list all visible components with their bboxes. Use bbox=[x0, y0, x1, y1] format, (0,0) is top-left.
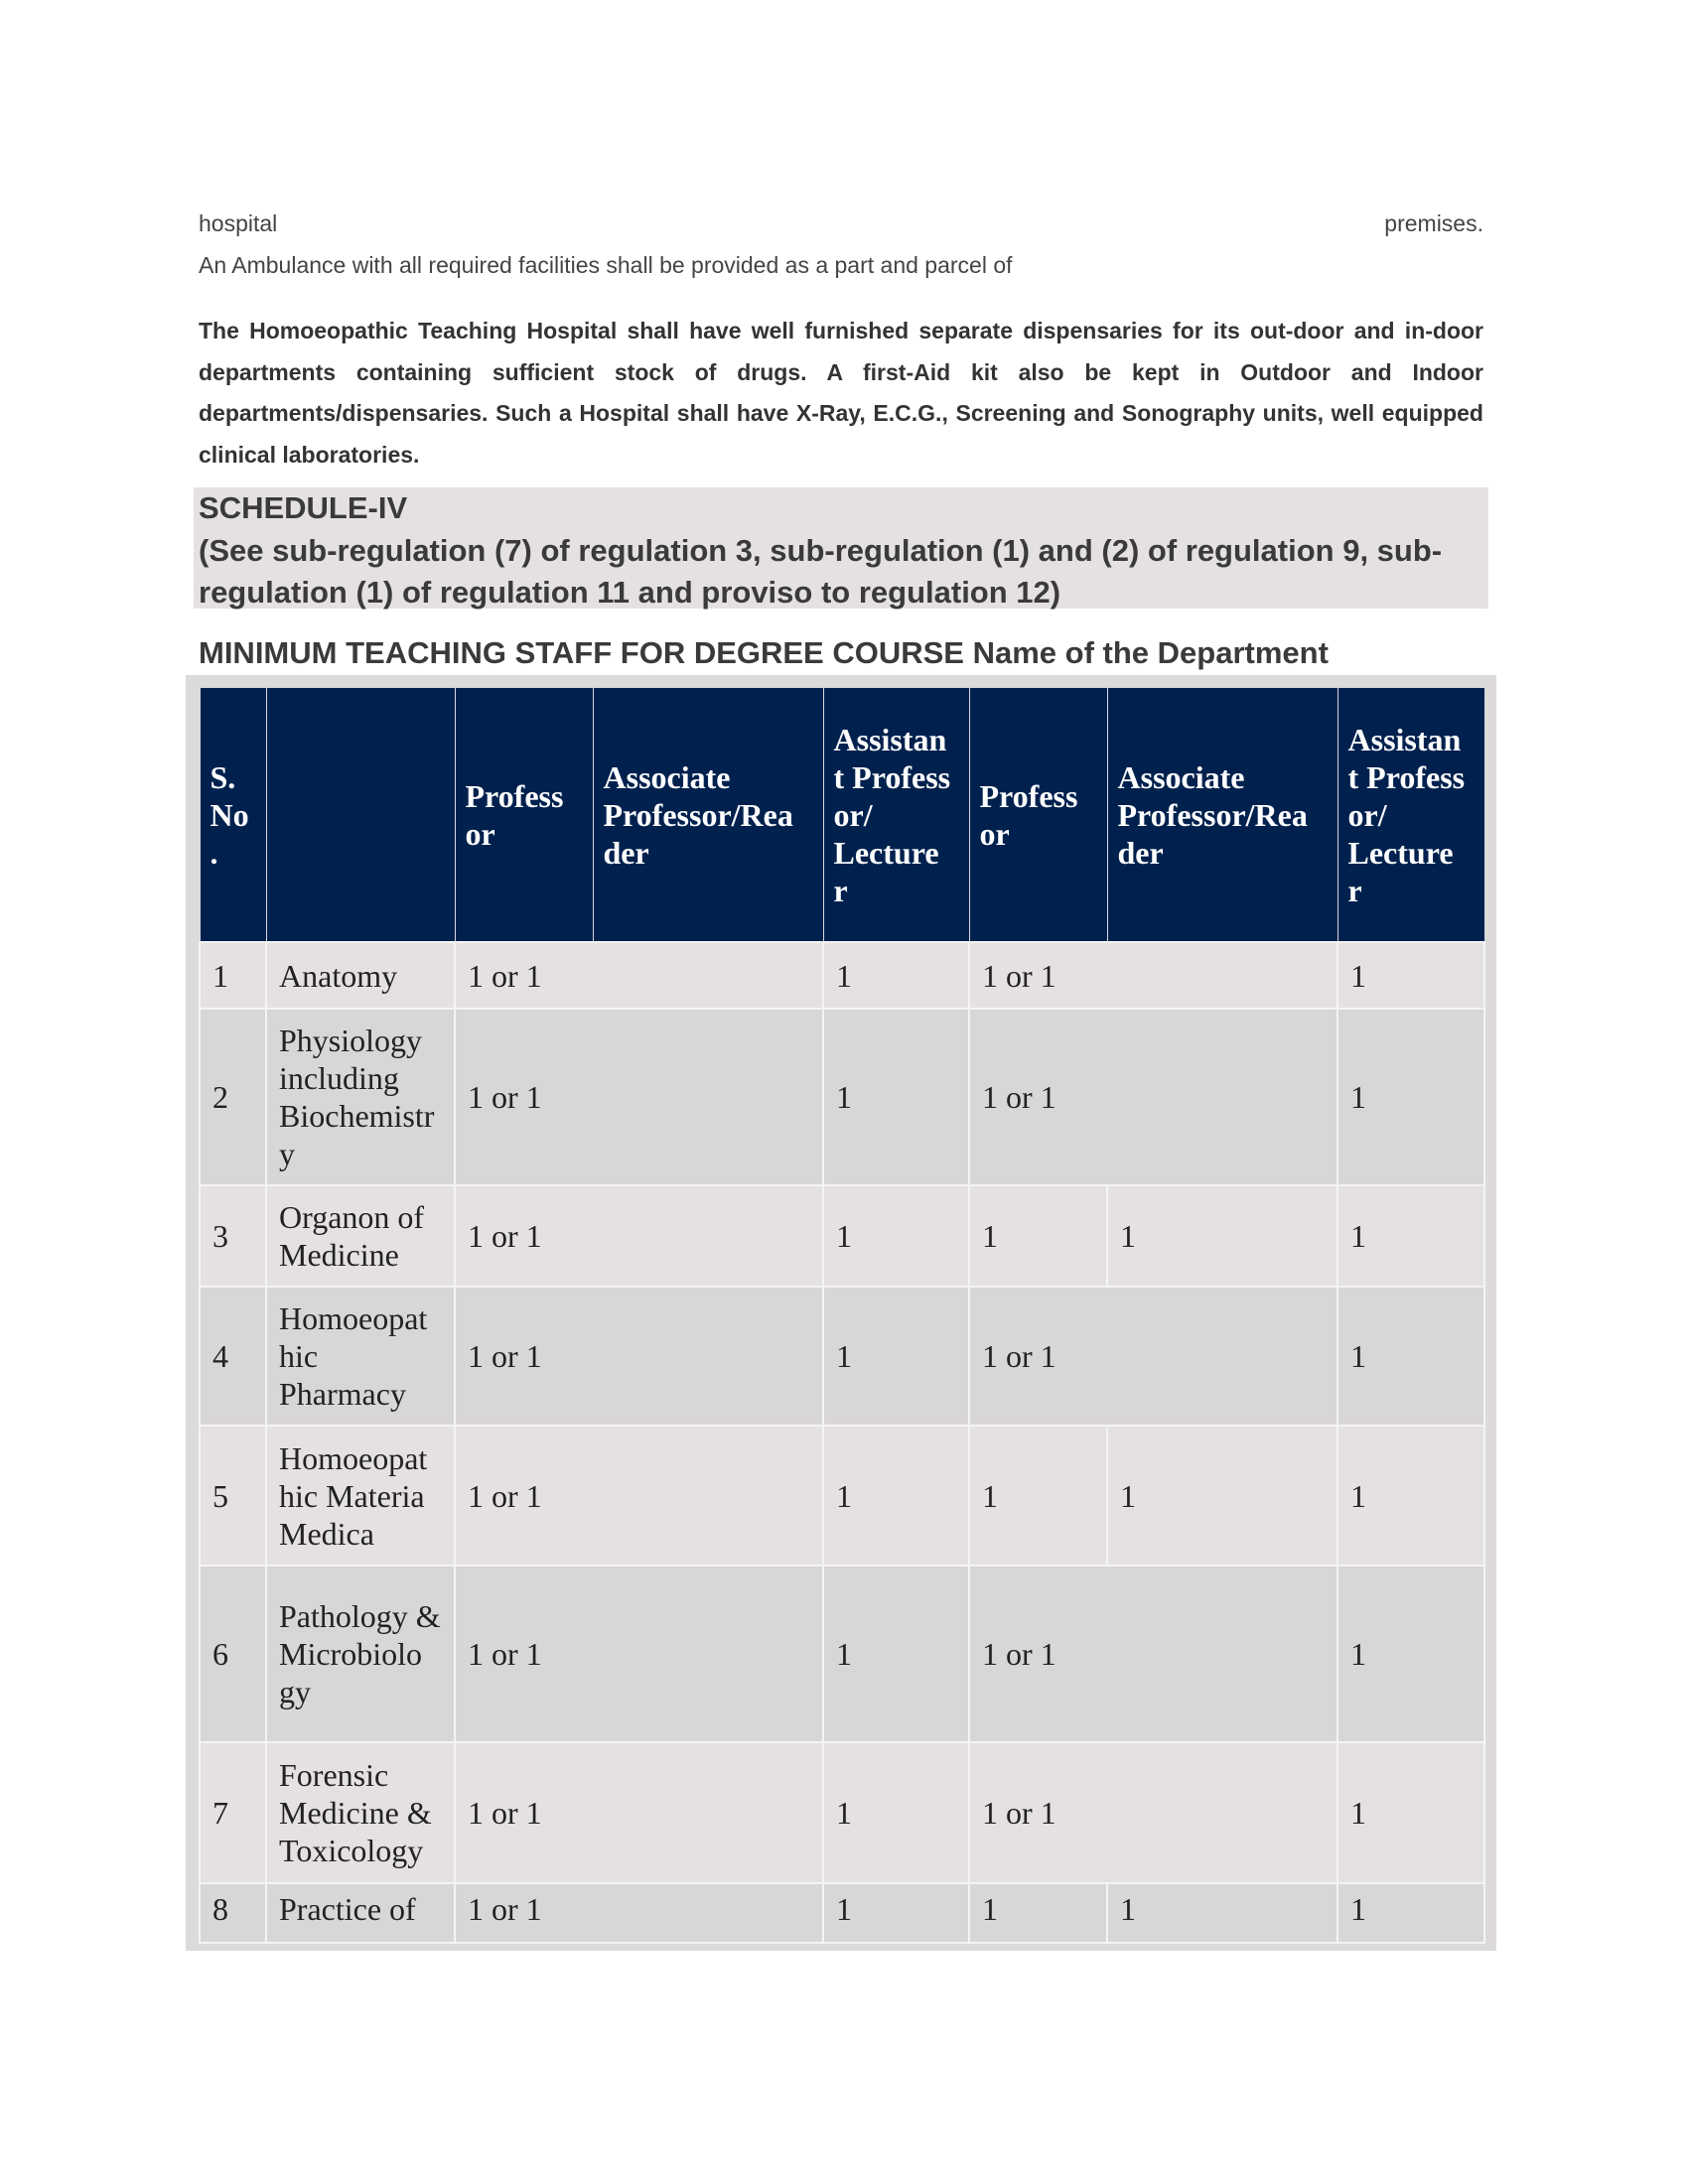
table-row bbox=[200, 942, 1484, 1009]
cell-department: Practice of bbox=[266, 1883, 455, 1943]
cell-department: Forensic Medicine & Toxicology bbox=[266, 1742, 455, 1883]
cell-department: Organon of Medicine bbox=[266, 1185, 455, 1287]
cell-assistant-1: 1 bbox=[823, 1185, 969, 1287]
cell-sno: 4 bbox=[200, 1287, 266, 1426]
table-heading-rest: Name of the Department bbox=[972, 635, 1329, 670]
cell-professor-2: 1 or 1 bbox=[969, 1742, 1337, 1883]
cell-professor-2: 1 bbox=[969, 1185, 1107, 1287]
header-cell-assistant-1: Assistan t Profess or/ Lecture r bbox=[823, 688, 969, 943]
cell-assistant-1: 1 bbox=[823, 942, 969, 1009]
cell-associate-2: 1 bbox=[1107, 1426, 1337, 1566]
cell-professor-2: 1 or 1 bbox=[969, 1009, 1337, 1185]
cell-professor-2: 1 bbox=[969, 1883, 1107, 1943]
cell-assistant-2: 1 bbox=[1337, 1883, 1484, 1943]
cell-associate-2: 1 bbox=[1107, 1883, 1337, 1943]
cell-assistant-2: 1 bbox=[1337, 1009, 1484, 1185]
cell-professor-1: 1 or 1 bbox=[455, 1287, 823, 1426]
schedule-reference: (See sub-regulation (7) of regulation 3, sub-regulation (1) and (2) of regulation 9, sub-regulation (1) of regulation 11 and proviso to regulation 12) bbox=[199, 533, 1443, 610]
cell-professor-1: 1 or 1 bbox=[455, 1566, 823, 1742]
cell-department: Anatomy bbox=[266, 942, 455, 1009]
cell-assistant-2: 1 bbox=[1337, 1742, 1484, 1883]
header-cell-department bbox=[266, 688, 455, 943]
cell-sno: 2 bbox=[200, 1009, 266, 1185]
cell-assistant-2: 1 bbox=[1337, 1185, 1484, 1287]
cell-professor-1: 1 or 1 bbox=[455, 1883, 823, 1943]
header-cell-sno: S. No . bbox=[200, 688, 266, 943]
cell-department: Physiology including Biochemistr y bbox=[266, 1009, 455, 1185]
table-heading-bold: MINIMUM TEACHING STAFF FOR DEGREE COURSE bbox=[199, 635, 964, 670]
cell-department: Homoeopat hic Pharmacy bbox=[266, 1287, 455, 1426]
cell-sno: 7 bbox=[200, 1742, 266, 1883]
cell-sno: 8 bbox=[200, 1883, 266, 1943]
staff-table-container bbox=[186, 675, 1496, 1951]
header-cell-professor-1: Profess or bbox=[455, 688, 593, 943]
cell-professor-1: 1 or 1 bbox=[455, 1009, 823, 1185]
table-row bbox=[200, 1426, 1484, 1566]
cell-department: Homoeopat hic Materia Medica bbox=[266, 1426, 455, 1566]
cell-assistant-1: 1 bbox=[823, 1883, 969, 1943]
cell-professor-2: 1 or 1 bbox=[969, 942, 1337, 1009]
cell-assistant-1: 1 bbox=[823, 1009, 969, 1185]
header-cell-associate-1: Associate Professor/Rea der bbox=[593, 688, 823, 943]
schedule-title: SCHEDULE-IV bbox=[199, 490, 408, 525]
header-cell-associate-2: Associate Professor/Rea der bbox=[1107, 688, 1337, 943]
table-heading bbox=[199, 635, 1329, 671]
cell-professor-2: 1 bbox=[969, 1426, 1107, 1566]
header-cell-professor-2: Profess or bbox=[969, 688, 1107, 943]
cell-professor-2: 1 or 1 bbox=[969, 1566, 1337, 1742]
intro-right-word: premises. bbox=[1384, 210, 1483, 236]
cell-professor-2: 1 or 1 bbox=[969, 1287, 1337, 1426]
cell-department: Pathology & Microbiolo gy bbox=[266, 1566, 455, 1742]
cell-assistant-1: 1 bbox=[823, 1426, 969, 1566]
staff-table bbox=[199, 687, 1485, 1944]
cell-professor-1: 1 or 1 bbox=[455, 1426, 823, 1566]
cell-sno: 3 bbox=[200, 1185, 266, 1287]
table-header-row bbox=[200, 688, 1484, 943]
ambulance-line: An Ambulance with all required facilities shall be provided as a part and parcel of bbox=[199, 252, 1013, 278]
cell-professor-1: 1 or 1 bbox=[455, 942, 823, 1009]
cell-assistant-1: 1 bbox=[823, 1742, 969, 1883]
cell-assistant-1: 1 bbox=[823, 1566, 969, 1742]
cell-associate-2: 1 bbox=[1107, 1185, 1337, 1287]
table-row bbox=[200, 1566, 1484, 1742]
table-row bbox=[200, 1883, 1484, 1943]
cell-sno: 1 bbox=[200, 942, 266, 1009]
cell-assistant-2: 1 bbox=[1337, 1426, 1484, 1566]
table-row bbox=[200, 1185, 1484, 1287]
table-row bbox=[200, 1287, 1484, 1426]
hospital-paragraph: The Homoeopathic Teaching Hospital shall have well furnished separate dispensaries for its out-door and in-door departments containing sufficient stock of drugs. A first-Aid kit also be kept in Outdoor and Indoor departments/dispensaries. Such a Hospital shall have X-Ray, E.C.G., Screening and Sonography units, well equipped clinical laboratories. bbox=[199, 318, 1483, 468]
cell-assistant-2: 1 bbox=[1337, 1287, 1484, 1426]
cell-assistant-2: 1 bbox=[1337, 1566, 1484, 1742]
cell-professor-1: 1 or 1 bbox=[455, 1185, 823, 1287]
table-row bbox=[200, 1742, 1484, 1883]
cell-sno: 5 bbox=[200, 1426, 266, 1566]
header-cell-assistant-2: Assistan t Profess or/ Lecture r bbox=[1337, 688, 1484, 943]
cell-assistant-1: 1 bbox=[823, 1287, 969, 1426]
cell-assistant-2: 1 bbox=[1337, 942, 1484, 1009]
table-row bbox=[200, 1009, 1484, 1185]
cell-professor-1: 1 or 1 bbox=[455, 1742, 823, 1883]
cell-sno: 6 bbox=[200, 1566, 266, 1742]
intro-line bbox=[199, 210, 1483, 237]
intro-left-word: hospital bbox=[199, 210, 278, 236]
